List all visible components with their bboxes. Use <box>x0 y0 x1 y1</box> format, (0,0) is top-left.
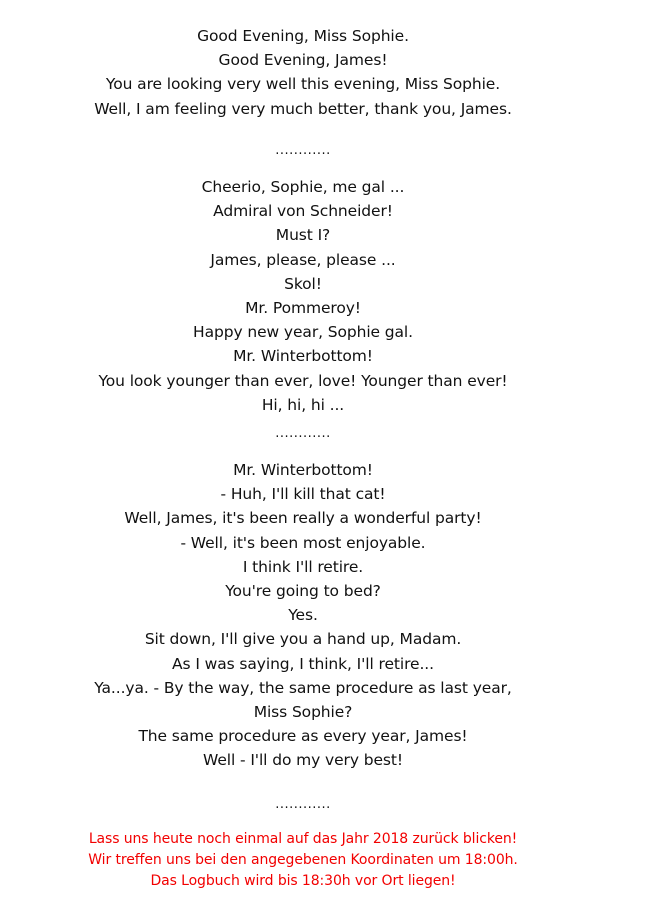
separator-dots: ............ <box>275 426 331 441</box>
dialogue-part-2 <box>0 175 606 417</box>
dialogue-line: I think I'll retire. <box>242 557 364 576</box>
separator <box>0 143 606 159</box>
dialogue-line: - Huh, I'll kill that cat! <box>220 485 386 504</box>
dialogue-part-3 <box>0 458 606 773</box>
dialogue-line: Mr. Pommeroy! <box>245 299 361 318</box>
dialogue-line: Well - I'll do my very best! <box>203 751 403 770</box>
dialogue-line: As I was saying, I think, I'll retire... <box>172 654 434 673</box>
dialogue-line: Well, I am feeling very much better, thank you, James. <box>94 99 512 118</box>
note-line: Wir treffen uns bei den angegebenen Koordinaten um 18:00h. <box>88 852 518 868</box>
separator <box>0 426 606 442</box>
separator-dots: ............ <box>275 143 331 158</box>
dialogue-line: - Well, it's been most enjoyable. <box>180 533 426 552</box>
dialogue-line: Miss Sophie? <box>253 703 353 722</box>
dialogue-line: You are looking very well this evening, Miss Sophie. <box>105 75 501 94</box>
dialogue-line: Happy new year, Sophie gal. <box>193 323 413 342</box>
dialogue-line: Admiral von Schneider! <box>213 202 393 221</box>
red-note <box>0 829 606 892</box>
dialogue-line: Yes. <box>288 606 318 625</box>
dialogue-line: The same procedure as every year, James! <box>138 727 468 746</box>
dialogue-line: Mr. Winterbottom! <box>233 461 373 479</box>
dialogue-line: Skol! <box>284 274 322 293</box>
note-line: Lass uns heute noch einmal auf das Jahr 2018 zurück blicken! <box>88 831 518 847</box>
dialogue-line: You're going to bed? <box>225 582 381 601</box>
separator-dots: ............ <box>275 797 331 812</box>
dialogue-part-1 <box>0 24 606 121</box>
dialogue-line: Well, James, it's been really a wonderful party! <box>124 509 482 528</box>
note-line: Das Logbuch wird bis 18:30h vor Ort liegen! <box>150 873 456 889</box>
dialogue-line: Ya...ya. - By the way, the same procedure as last year, <box>94 678 512 697</box>
dialogue-line: James, please, please ... <box>210 250 396 269</box>
dialogue-line: Good Evening, Miss Sophie. <box>197 27 409 45</box>
separator <box>0 797 606 813</box>
dialogue-line: Must I? <box>275 226 331 245</box>
dialogue-line: Cheerio, Sophie, me gal ... <box>201 178 405 196</box>
dialogue-line: Hi, hi, hi ... <box>261 395 345 414</box>
dialogue-line: Sit down, I'll give you a hand up, Madam. <box>144 630 462 649</box>
dialogue-line: Good Evening, James! <box>218 51 388 70</box>
dialogue-line: You look younger than ever, love! Younger than ever! <box>98 371 508 390</box>
dialogue-line: Mr. Winterbottom! <box>233 347 373 366</box>
